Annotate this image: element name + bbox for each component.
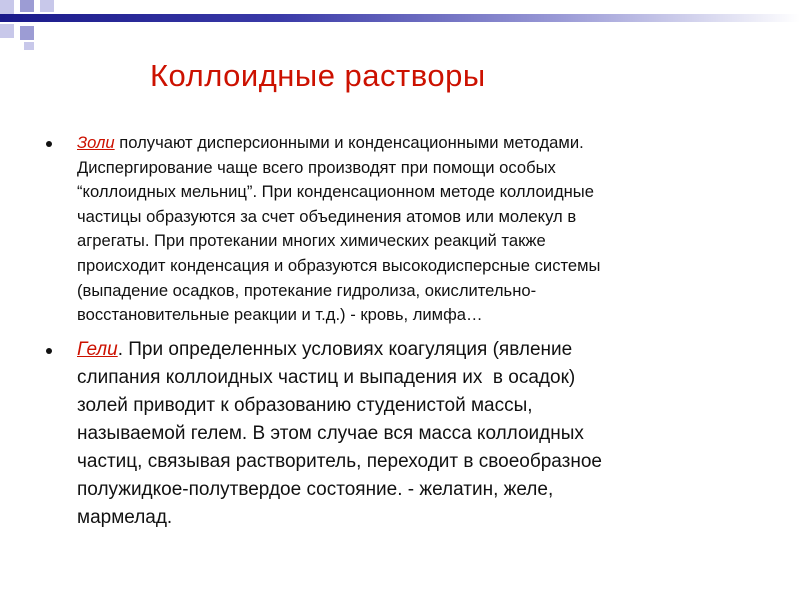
header-gradient-bar: [0, 14, 800, 22]
paragraph-line: Диспергирование чаще всего производят при помощи особых: [77, 157, 556, 177]
paragraph-line-text: получают дисперсионными и конденсационными методами.: [114, 133, 584, 152]
bullet-paragraph-gels: [77, 336, 717, 532]
header-square-decoration: [20, 26, 34, 40]
paragraph-line-text: . При определенных условиях коагуляция (явление: [117, 339, 573, 360]
header-square-decoration: [0, 0, 14, 14]
term-sols-link[interactable]: Золи: [77, 133, 115, 152]
header-square-decoration: [0, 24, 14, 38]
paragraph-line: [77, 336, 717, 364]
paragraph-line: частиц, связывая растворитель, переходит в своеобразное: [77, 451, 602, 472]
paragraph-line: мармелад.: [77, 507, 173, 528]
paragraph-line: (выпадение осадков, протекание гидролиза, окислительно-: [77, 280, 537, 300]
paragraph-line: [77, 131, 727, 156]
bullet-marker: [46, 141, 52, 147]
paragraph-line: слипания коллоидных частиц и выпадения их в осадок): [77, 367, 576, 388]
bullet-marker: [46, 348, 52, 354]
bullet-paragraph-sols: [77, 131, 727, 328]
paragraph-line: золей приводит к образованию студенистой массы,: [77, 395, 533, 416]
term-gels-link[interactable]: Гели: [77, 339, 118, 360]
paragraph-line: называемой гелем. В этом случае вся масса коллоидных: [77, 423, 584, 444]
paragraph-line: полужидкое-полутвердое состояние. - желатин, желе,: [77, 479, 554, 500]
paragraph-line: агрегаты. При протекании многих химических реакций также: [77, 231, 546, 251]
header-square-decoration: [24, 42, 34, 50]
paragraph-line: восстановительные реакции и т.д.) - кровь, лимфа…: [77, 305, 483, 325]
header-square-decoration: [20, 0, 34, 12]
paragraph-line: частицы образуются за счет объединения атомов или молекул в: [77, 206, 577, 226]
paragraph-line: происходит конденсация и образуются высокодисперсные системы: [77, 255, 601, 275]
paragraph-line: “коллоидных мельниц”. При конденсационном методе коллоидные: [77, 182, 594, 202]
slide-title: Коллоидные растворы: [150, 58, 486, 93]
header-square-decoration: [40, 0, 54, 12]
